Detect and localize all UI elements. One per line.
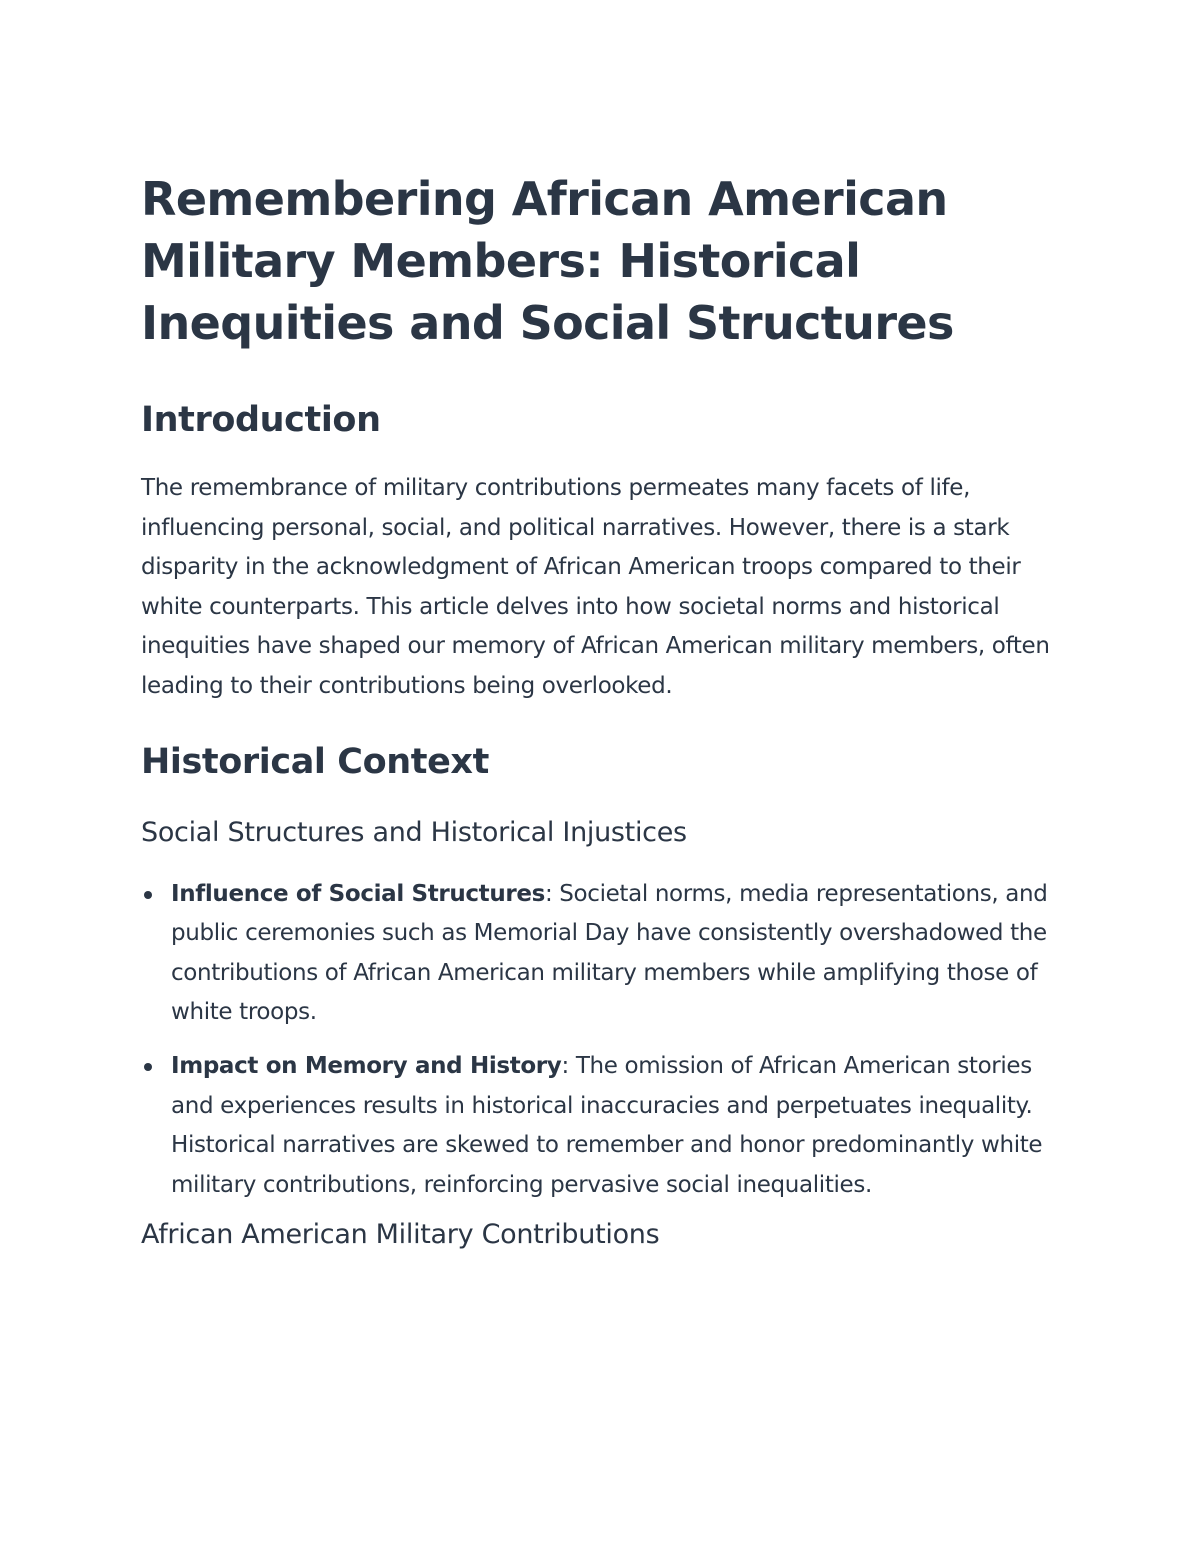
bullet-icon xyxy=(144,1063,152,1071)
bullet-text: : The omission of African American stories and experiences results in historical inaccuracies and perpetuates inequality. Historical narratives are skewed to remember and honor predominantly white military contributions, reinforcing pervasive social inequalities. xyxy=(171,1052,1043,1198)
bullet-icon xyxy=(144,891,152,899)
bullet-text: : Societal norms, media representations, and public ceremonies such as Memorial Day have consistently overshadowed the contributions of African American military members while amplifying those of white troops. xyxy=(171,880,1048,1026)
bullet-lead: Impact on Memory and History xyxy=(171,1052,562,1079)
subsection-heading-social-structures: Social Structures and Historical Injustices xyxy=(141,816,687,848)
list-item xyxy=(141,1047,1061,1205)
bullet-list xyxy=(141,875,1061,1206)
section-heading-historical-context: Historical Context xyxy=(141,741,489,782)
introduction-paragraph: The remembrance of military contributions permeates many facets of life, influencing personal, social, and political narratives. However, there is a stark disparity in the acknowledgment of African American troops compared to their white counterparts. This article delves into how societal norms and historical inequities have shaped our memory of African American military members, often leading to their contributions being overlooked. xyxy=(141,475,1050,699)
document-title: Remembering African American Military Members: Historical Inequities and Social Structures xyxy=(141,172,954,350)
section-heading-introduction: Introduction xyxy=(141,400,381,440)
document-page xyxy=(141,168,1061,1253)
subsection-heading-military-contributions: African American Military Contributions xyxy=(141,1219,660,1251)
bullet-lead: Influence of Social Structures xyxy=(171,880,545,907)
list-item xyxy=(141,875,1061,1033)
